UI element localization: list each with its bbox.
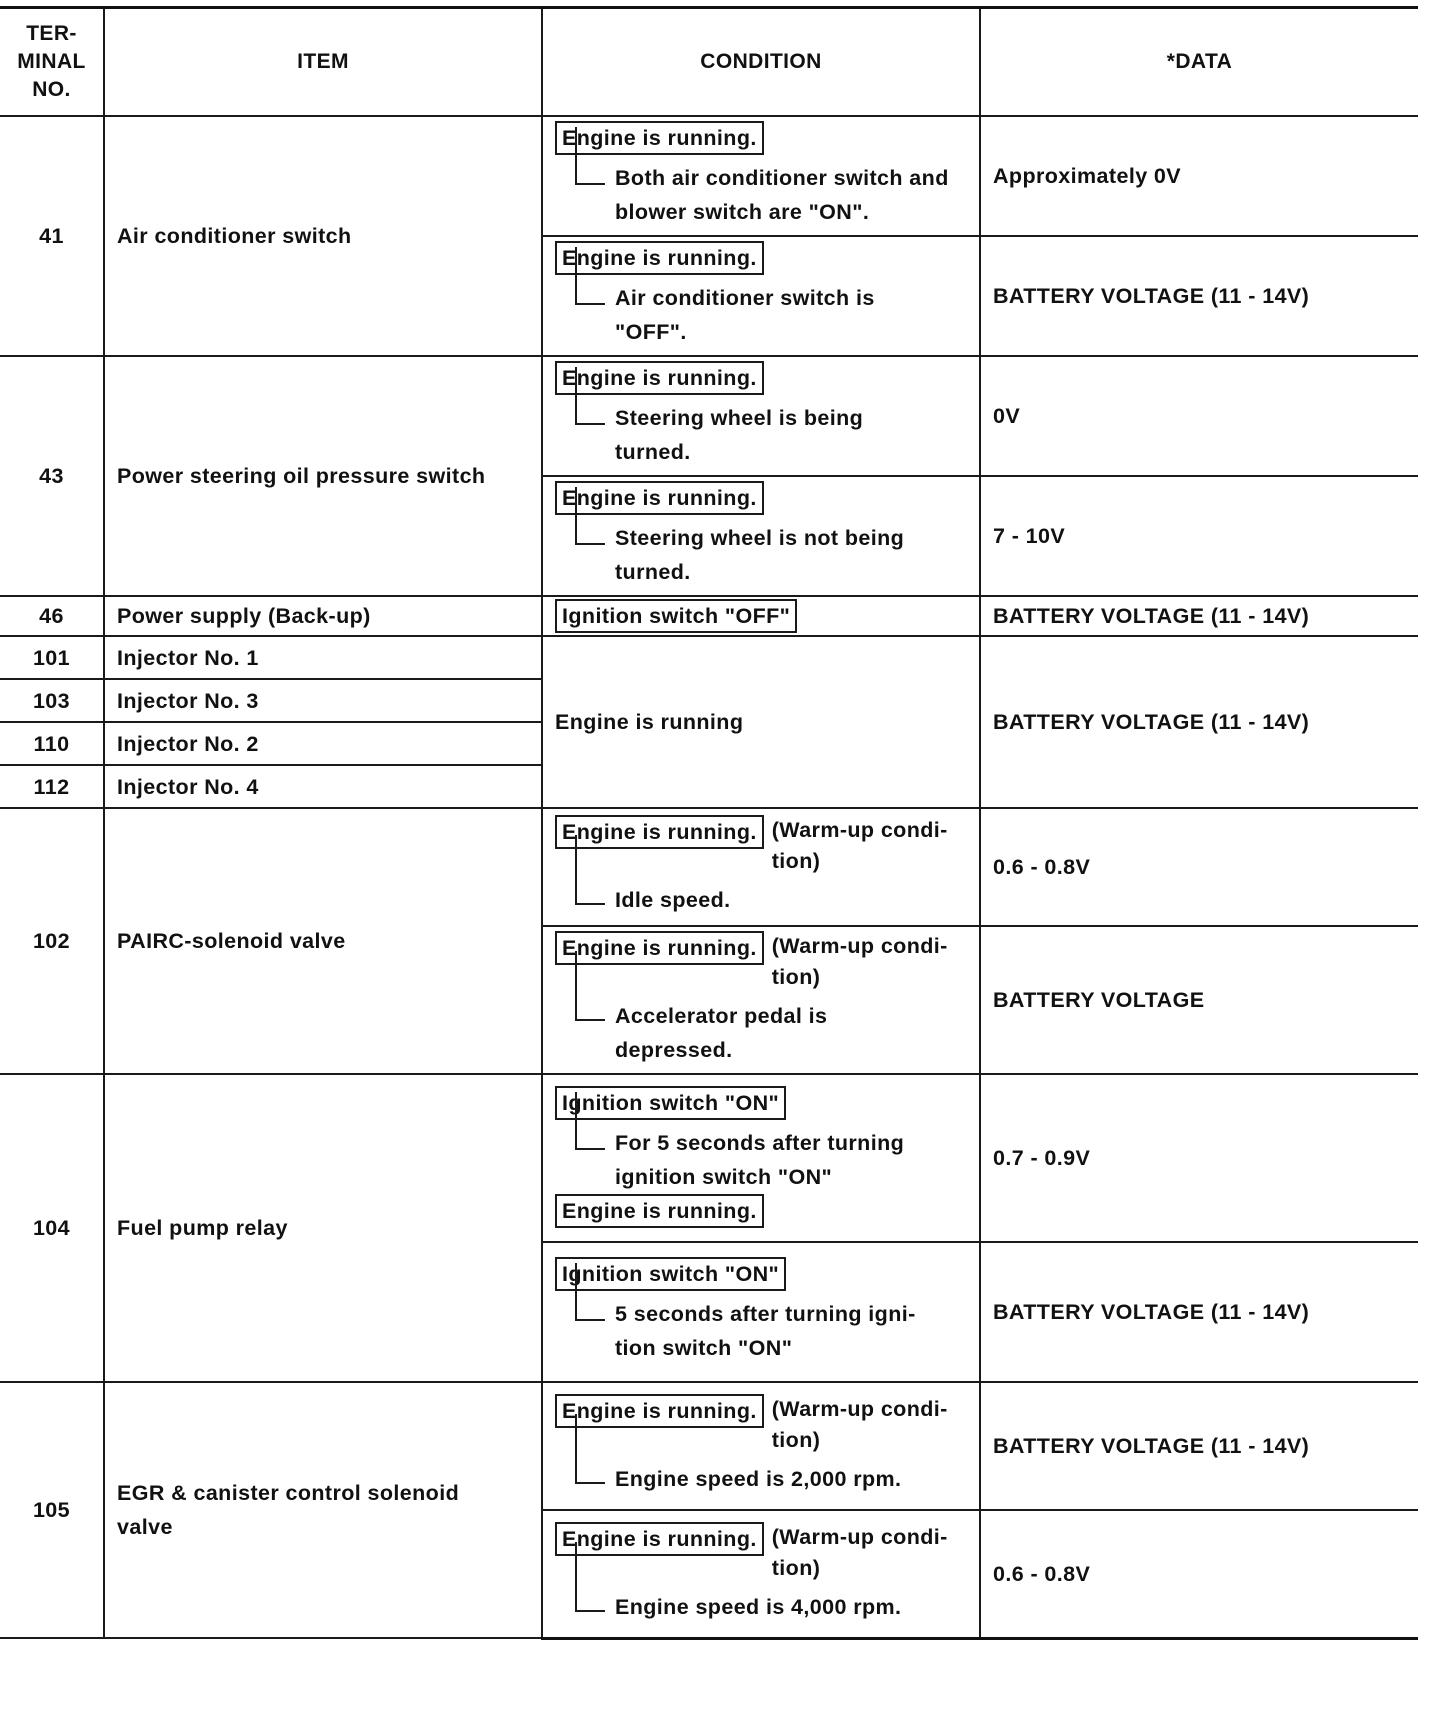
- item-name: Injector No. 1: [104, 636, 542, 679]
- condition-tag: Engine is running.: [555, 1194, 764, 1228]
- item-name: EGR & canister control solenoid valve: [104, 1382, 542, 1638]
- condition-tag: Engine is running.: [555, 481, 764, 515]
- item-name: PAIRC-solenoid valve: [104, 808, 542, 1074]
- condition-tag: Engine is running.: [555, 1394, 764, 1428]
- item-name: Fuel pump relay: [104, 1074, 542, 1382]
- condition-cell: [542, 236, 980, 356]
- terminal-number: 105: [0, 1382, 104, 1638]
- table-row: [0, 808, 1418, 926]
- data-value: BATTERY VOLTAGE (11 - 14V): [980, 1242, 1418, 1382]
- data-value: BATTERY VOLTAGE (11 - 14V): [980, 596, 1418, 636]
- table-header-row: [0, 8, 1418, 117]
- condition-cell: [542, 1242, 980, 1382]
- header-terminal: TER- MINAL NO.: [0, 8, 104, 117]
- data-value: 7 - 10V: [980, 476, 1418, 596]
- condition-tag: Engine is running.: [555, 815, 764, 849]
- terminal-data-table: [0, 6, 1418, 1640]
- condition-note: (Warm-up condi-tion): [771, 1397, 948, 1452]
- condition-detail: Idle speed.: [575, 883, 979, 917]
- condition-tag: Engine is running.: [555, 1522, 764, 1556]
- condition-tag: Engine is running.: [555, 241, 764, 275]
- condition-note: (Warm-up condi-tion): [771, 818, 948, 873]
- item-name: Power steering oil pressure switch: [104, 356, 542, 596]
- condition-tag: Engine is running.: [555, 121, 764, 155]
- terminal-number: 103: [0, 679, 104, 722]
- header-condition: CONDITION: [542, 8, 980, 117]
- terminal-number: 101: [0, 636, 104, 679]
- table-row: [0, 1382, 1418, 1510]
- condition-cell: [542, 596, 980, 636]
- table-row: [0, 636, 1418, 679]
- terminal-number: 41: [0, 116, 104, 356]
- terminal-number: 110: [0, 722, 104, 765]
- item-name: Injector No. 2: [104, 722, 542, 765]
- condition-note: (Warm-up condi-tion): [771, 934, 948, 989]
- condition-detail: Steering wheel is being turned.: [575, 401, 875, 469]
- data-value: 0.6 - 0.8V: [980, 1510, 1418, 1638]
- condition-detail: Accelerator pedal is depressed.: [575, 999, 855, 1067]
- condition-tag: Ignition switch "ON": [555, 1257, 786, 1291]
- data-value: 0.6 - 0.8V: [980, 808, 1418, 926]
- data-value: BATTERY VOLTAGE: [980, 926, 1418, 1074]
- condition-cell: [542, 1074, 980, 1242]
- terminal-number: 112: [0, 765, 104, 808]
- header-item: ITEM: [104, 8, 542, 117]
- condition-cell: [542, 926, 980, 1074]
- condition-cell: [542, 1510, 980, 1638]
- condition-cell: [542, 116, 980, 236]
- condition-detail: Engine speed is 4,000 rpm.: [575, 1590, 979, 1624]
- condition-cell: Engine is running: [542, 636, 980, 808]
- condition-detail: Air conditioner switch is "OFF".: [575, 281, 875, 349]
- data-value: Approximately 0V: [980, 116, 1418, 236]
- condition-tag: Ignition switch "ON": [555, 1086, 786, 1120]
- condition-tag: Ignition switch "OFF": [555, 599, 797, 633]
- condition-cell: [542, 808, 980, 926]
- condition-note: (Warm-up condi-tion): [771, 1524, 948, 1580]
- data-value: BATTERY VOLTAGE (11 - 14V): [980, 1382, 1418, 1510]
- condition-cell: [542, 356, 980, 476]
- terminal-number: 104: [0, 1074, 104, 1382]
- data-value: BATTERY VOLTAGE (11 - 14V): [980, 636, 1418, 808]
- table-row: [0, 116, 1418, 236]
- terminal-number: 102: [0, 808, 104, 1074]
- condition-detail: Both air conditioner switch and blower switch are "ON".: [575, 161, 979, 229]
- item-name: Injector No. 3: [104, 679, 542, 722]
- item-name: Air conditioner switch: [104, 116, 542, 356]
- table-row: [0, 356, 1418, 476]
- terminal-number: 46: [0, 596, 104, 636]
- terminal-number: 43: [0, 356, 104, 596]
- condition-cell: [542, 476, 980, 596]
- condition-detail: Engine speed is 2,000 rpm.: [575, 1462, 979, 1496]
- condition-tag: Engine is running.: [555, 361, 764, 395]
- condition-detail: Steering wheel is not being turned.: [575, 521, 915, 589]
- condition-tag: Engine is running.: [555, 931, 764, 965]
- data-value: 0V: [980, 356, 1418, 476]
- data-value: 0.7 - 0.9V: [980, 1074, 1418, 1242]
- condition-detail: For 5 seconds after turning ignition switch "ON": [575, 1126, 925, 1194]
- table-row: [0, 1074, 1418, 1242]
- condition-detail: 5 seconds after turning igni-tion switch "ON": [575, 1297, 935, 1365]
- data-value: BATTERY VOLTAGE (11 - 14V): [980, 236, 1418, 356]
- item-name: Injector No. 4: [104, 765, 542, 808]
- table-row: [0, 596, 1418, 636]
- header-data: *DATA: [980, 8, 1418, 117]
- condition-cell: [542, 1382, 980, 1510]
- item-name: Power supply (Back-up): [104, 596, 542, 636]
